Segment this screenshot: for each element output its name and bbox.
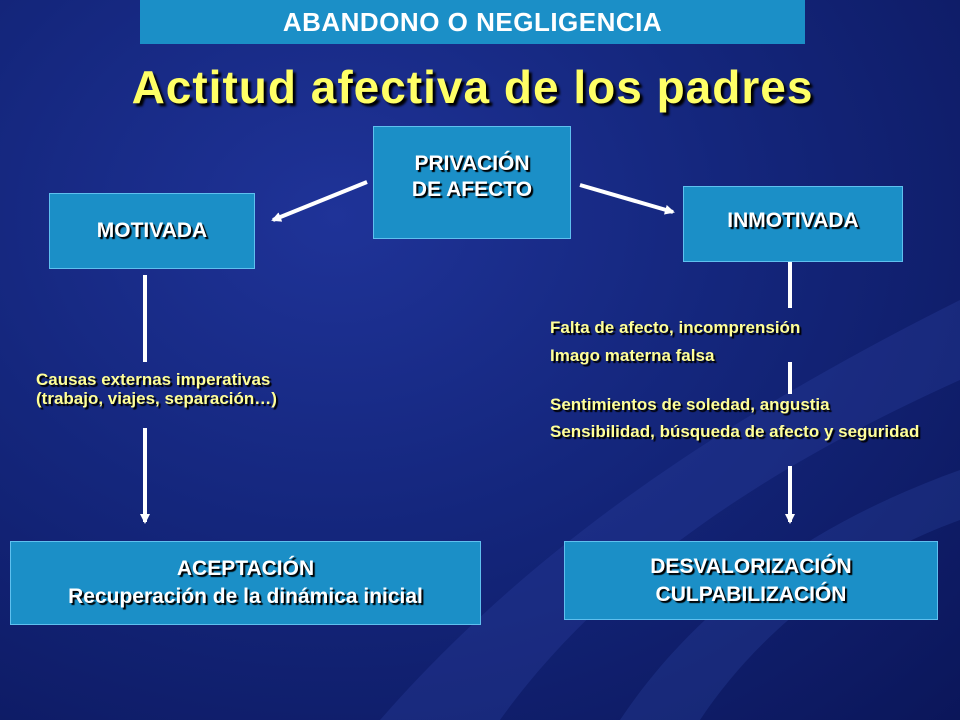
node-aceptacion-line-1: ACEPTACIÓN	[176, 557, 315, 580]
node-privacion-de-afecto	[373, 126, 571, 239]
arrow-privacion-to-motivada	[273, 182, 367, 220]
effect-falta-de-afecto: Falta de afecto, incomprensión	[550, 318, 801, 337]
node-aceptacion	[10, 541, 481, 625]
causas-line-2: (trabajo, viajes, separación…)	[36, 389, 277, 408]
node-inmotivada-label: INMOTIVADA	[727, 209, 859, 232]
header-banner: ABANDONO O NEGLIGENCIA	[140, 0, 805, 44]
node-desvalorizacion-line-1: DESVALORIZACIÓN	[650, 554, 852, 578]
page-title: Actitud afectiva de los padres	[131, 61, 814, 113]
node-aceptacion-line-2: Recuperación de la dinámica inicial	[68, 585, 423, 608]
effect-soledad-angustia: Sentimientos de soledad, angustia	[550, 395, 830, 414]
annotation-causas-externas	[36, 370, 416, 408]
effect-sensibilidad: Sensibilidad, búsqueda de afecto y seguridad	[550, 422, 920, 441]
annotation-inmotivada-effects	[550, 318, 955, 440]
node-desvalorizacion-line-2: CULPABILIZACIÓN	[655, 582, 847, 606]
arrow-privacion-to-inmotivada	[580, 185, 673, 212]
node-privacion-line-1: PRIVACIÓN	[414, 152, 530, 175]
effect-imago-materna: Imago materna falsa	[550, 346, 715, 365]
node-inmotivada	[683, 186, 903, 262]
node-motivada-label: MOTIVADA	[96, 219, 208, 242]
node-desvalorizacion	[564, 541, 938, 620]
node-privacion-line-2: DE AFECTO	[411, 178, 533, 201]
node-motivada	[49, 193, 255, 269]
causas-line-1: Causas externas imperativas	[36, 370, 271, 389]
